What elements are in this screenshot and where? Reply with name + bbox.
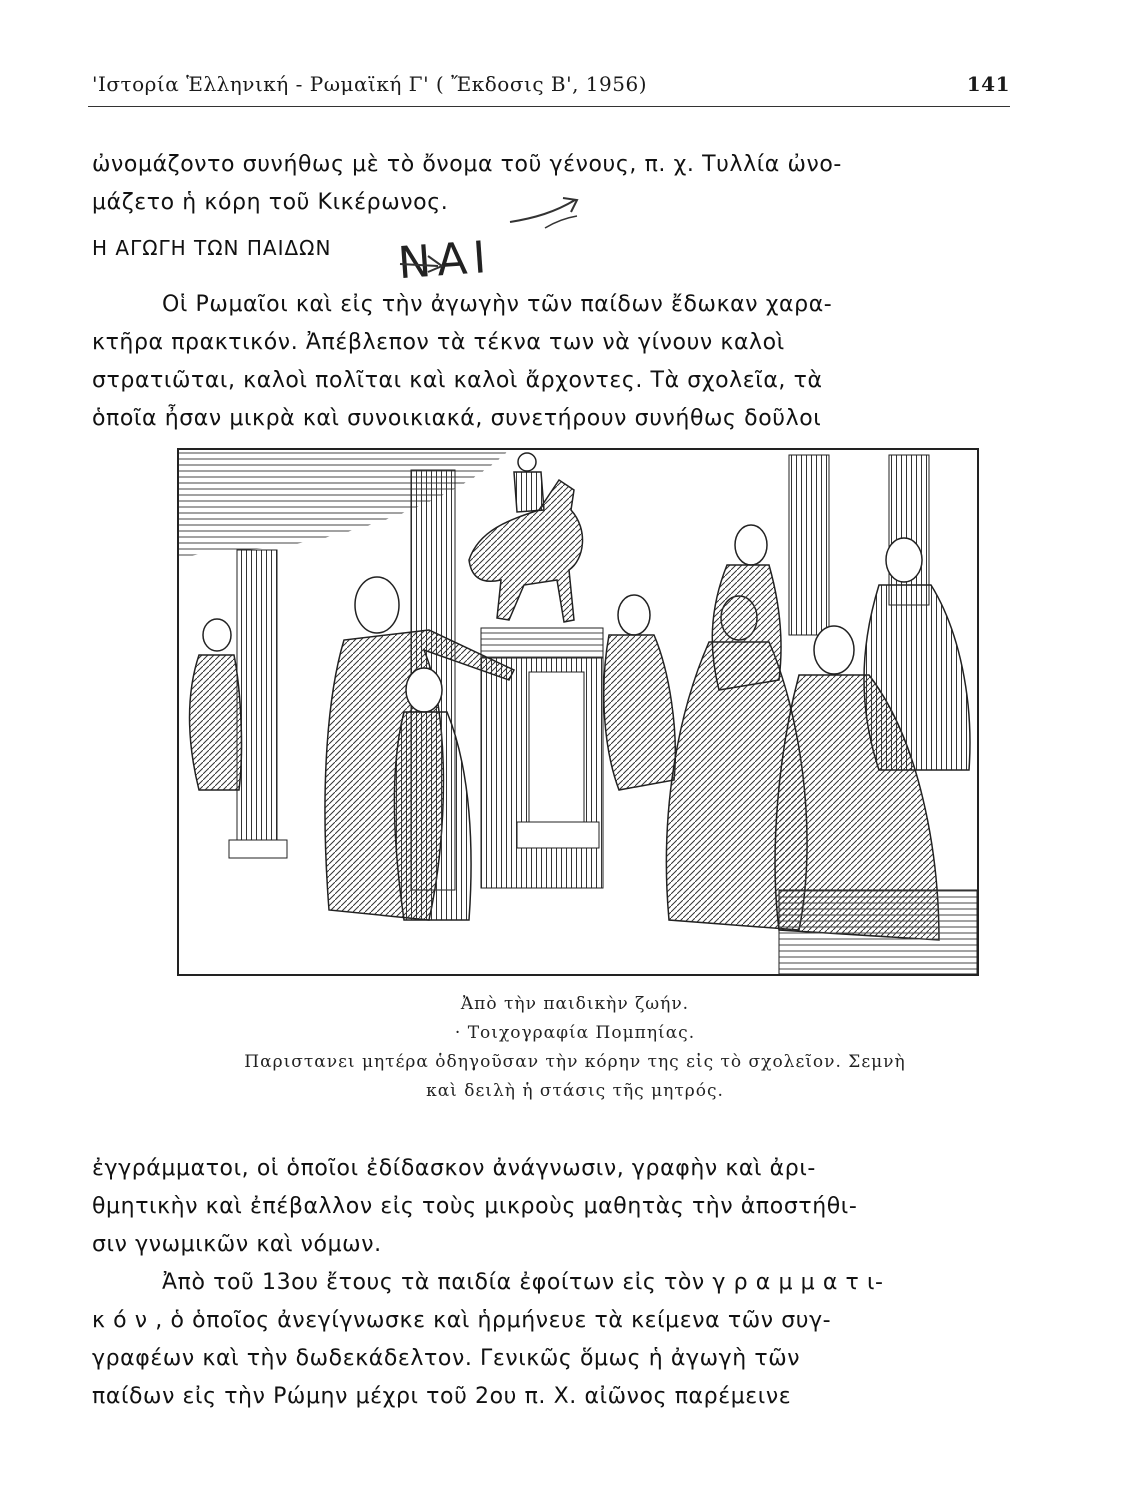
column-right	[789, 455, 829, 635]
text-line: κ ό ν , ὁ ὁποῖος ἀνεγίγνωσκε καὶ ἡρμήνευε τὰ κείμενα τῶν συγ-	[92, 1308, 832, 1333]
handwritten-note: ΝΑΙ	[396, 231, 494, 290]
text-line: μάζετο ἡ κόρη τοῦ Κικέρωνος.	[92, 190, 449, 215]
text-line: ὠνομάζοντο συνήθως μὲ τὸ ὄνομα τοῦ γένους, π. χ. Τυλλία ὠνο-	[92, 152, 842, 177]
text-line: θμητικὴν καὶ ἐπέβαλλον εἰς τοὺς μικροὺς μαθητὰς τὴν ἀποστήθι-	[92, 1194, 858, 1219]
section-heading: Η ΑΓΩΓΗ ΤΩΝ ΠΑΙΔΩΝ	[92, 236, 332, 260]
awning	[179, 450, 509, 560]
text-line: Ἀπὸ τοῦ 13ου ἔτους τὰ παιδία ἐφοίτων εἰς τὸν γ ρ α μ μ α τ ι-	[162, 1270, 884, 1295]
handwritten-arrow-mark	[505, 192, 585, 232]
text-line: κτῆρα πρακτικόν. Ἀπέβλεπον τὰ τέκνα των νὰ γίνουν καλοὶ	[92, 330, 785, 355]
text-line: σιν γνωμικῶν καὶ νόμων.	[92, 1232, 382, 1257]
bench	[779, 890, 977, 974]
bottom-paragraph	[92, 1150, 1014, 1416]
caption-description: Παριστανει μητέρα ὁδηγοῦσαν τὴν κόρην της εἰς τὸ σχολεῖον. Σεμνὴ	[244, 1052, 906, 1072]
column-left	[237, 550, 277, 850]
caption-title: Ἀπὸ τὴν παιδικὴν ζωήν.	[460, 994, 690, 1014]
servant-figure	[190, 619, 242, 790]
text-line: ἐγγράμματοι, οἱ ὁποῖοι ἐδίδασκον ἀνάγνωσιν, γραφὴν καὶ ἀρι-	[92, 1156, 816, 1181]
book-title: 'Ιστορία Ἑλληνική - Ρωμαϊκή Γ' ( Ἔκδοσις Β', 1956)	[92, 72, 647, 96]
teachers-group	[604, 525, 970, 940]
figure-caption	[180, 990, 970, 1106]
section-paragraph	[92, 286, 1014, 438]
text-line: γραφέων καὶ τὴν δωδεκάδελτον. Γενικῶς ὅμως ἡ ἀγωγὴ τῶν	[92, 1346, 801, 1371]
caption-source: · Τοιχογραφία Πομπηίας.	[454, 1023, 696, 1043]
header-rule	[88, 106, 1010, 107]
text-line: παίδων εἰς τὴν Ρώμην μέχρι τοῦ 2ου π. Χ. αἰῶνος παρέμεινε	[92, 1384, 792, 1409]
pedestal-top	[481, 628, 603, 658]
column-far-right	[889, 455, 929, 605]
equestrian-statue	[469, 453, 583, 622]
handwritten-arrow-icon	[398, 250, 448, 274]
caption-description-cont: καὶ δειλὴ ἡ στάσις τῆς μητρός.	[426, 1081, 724, 1101]
fresco-engraving	[179, 450, 977, 974]
text-line: στρατιῶται, καλοὶ πολῖται καὶ καλοὶ ἄρχοντες. Τὰ σχολεῖα, τὰ	[92, 368, 823, 393]
fresco-illustration	[177, 448, 979, 976]
page-number: 141	[966, 72, 1010, 96]
text-line: Οἱ Ρωμαῖοι καὶ εἰς τὴν ἀγωγὴν τῶν παίδων ἔδωκαν χαρα-	[162, 292, 833, 317]
text-line: ὁποῖα ἦσαν μικρὰ καὶ συνοικιακά, συνετήρουν συνήθως δοῦλοι	[92, 406, 822, 431]
